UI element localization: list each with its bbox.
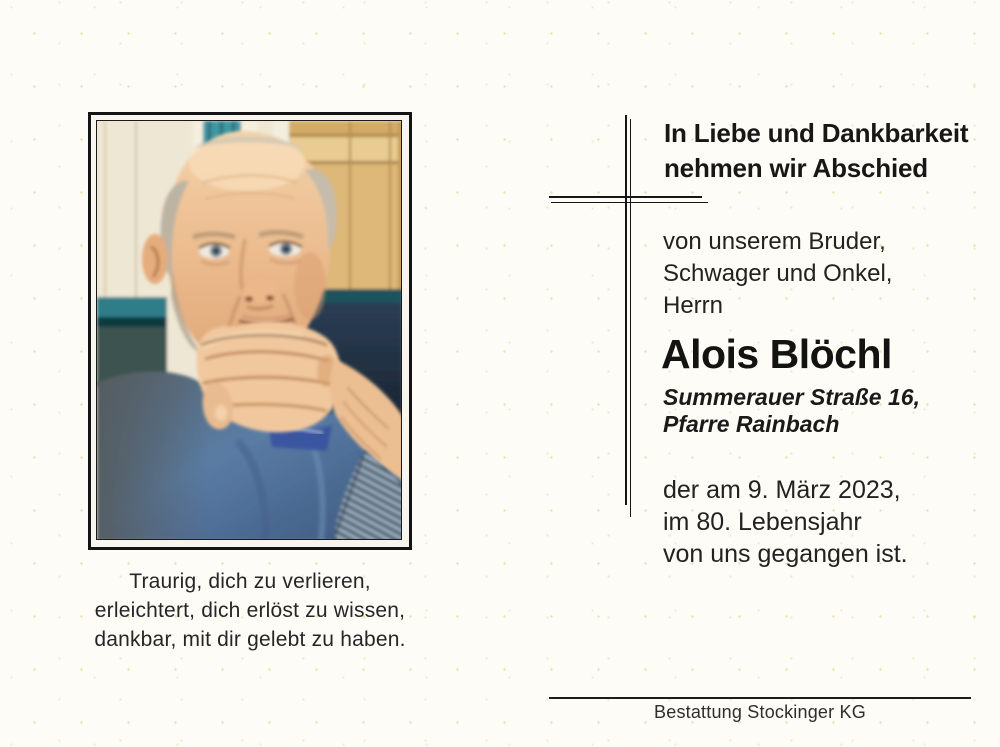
cross-horizontal-line-upper <box>549 196 702 198</box>
death-date-line: von uns gegangen ist. <box>663 540 908 568</box>
relation-lines <box>663 226 892 322</box>
poem-line: dankbar, mit dir gelebt zu haben. <box>94 628 406 651</box>
farewell-heading <box>664 116 968 186</box>
portrait-photo-frame <box>88 112 412 550</box>
footer-divider <box>549 697 971 699</box>
deceased-name: Alois Blöchl <box>661 331 892 377</box>
cross-vertical-line-outer <box>625 115 627 505</box>
cross-horizontal-line-lower <box>551 202 708 203</box>
death-date-line: der am 9. März 2023, <box>663 476 901 504</box>
address-line: Pfarre Rainbach <box>663 411 840 437</box>
portrait-photo-graphic <box>97 121 402 540</box>
address-lines <box>663 384 920 438</box>
farewell-heading-line: nehmen wir Abschied <box>664 153 928 183</box>
address-line: Summerauer Straße 16, <box>663 384 920 410</box>
memorial-poem <box>40 567 460 654</box>
farewell-heading-line: In Liebe und Dankbarkeit <box>664 118 969 148</box>
death-date-line: im 80. Lebensjahr <box>663 508 862 536</box>
death-date-lines <box>663 474 908 570</box>
poem-line: Traurig, dich zu verlieren, <box>129 570 371 593</box>
relation-line: Schwager und Onkel, <box>663 260 893 287</box>
poem-line: erleichtert, dich erlöst zu wissen, <box>94 599 406 622</box>
portrait-photo <box>96 120 402 540</box>
relation-line: von unserem Bruder, <box>663 228 886 255</box>
cross-vertical-line-inner <box>630 119 631 517</box>
funeral-home-name: Bestattung Stockinger KG <box>654 702 866 722</box>
relation-line: Herrn <box>663 292 724 319</box>
